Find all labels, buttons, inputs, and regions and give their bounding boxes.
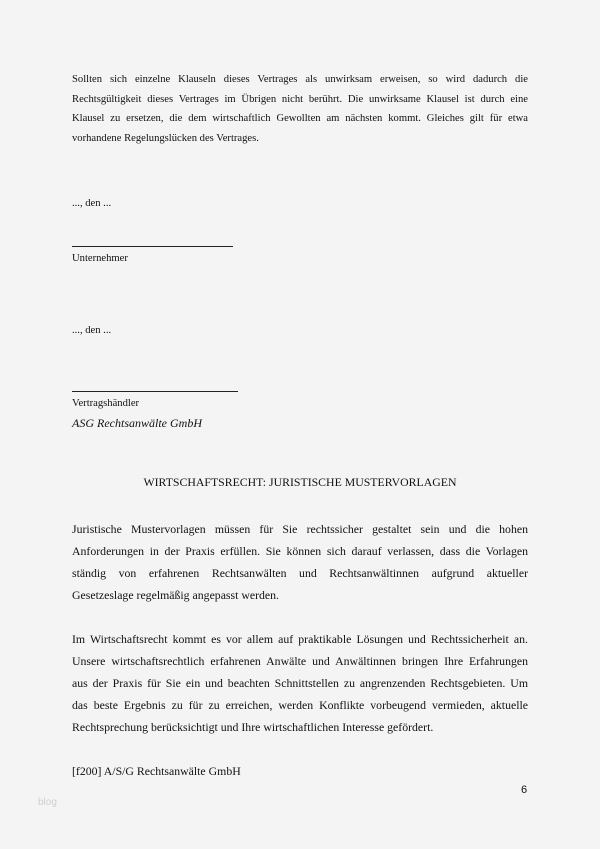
signature-line-1 — [72, 246, 233, 247]
text-line: Sollten sich einzelne Klauseln dieses Vertrages als unwirksam erweisen, so wird dadurch die — [72, 74, 528, 85]
text-line: aus der Praxis für Sie ein und beachten Schnittstellen zu angrenzenden Rechtsgebieten. Um — [72, 676, 528, 690]
text-line: Im Wirtschaftsrecht kommt es vor allem auf praktikable Lösungen und Rechtssicherheit an. — [72, 632, 528, 646]
signature-line-2 — [72, 391, 238, 392]
text-line: Gesetzeslage regelmäßig angepasst werden. — [72, 588, 280, 602]
text-line: Rechtsprechung berücksichtigt und Ihre wirtschaftlichen Interesse gefördert. — [72, 720, 434, 734]
section-paragraph-1 — [72, 518, 528, 606]
footer-reference: [f200] A/S/G Rechtsanwälte GmbH — [72, 764, 241, 778]
place-date-1: ..., den ... — [72, 198, 112, 209]
page-number: 6 — [521, 784, 528, 796]
text-line: das beste Ergebnis zu für zu erreichen, werden Konflikte vorbeugend vermieden, aktuelle — [72, 698, 528, 712]
signature-company: ASG Rechtsanwälte GmbH — [72, 416, 202, 430]
text-line: ständig von erfahrenen Rechtsanwälten und Rechtsanwältinnen aufgrund aktueller — [72, 566, 528, 580]
section-heading: WIRTSCHAFTSRECHT: JURISTISCHE MUSTERVORLAGEN — [143, 475, 457, 489]
section-paragraph-2 — [72, 628, 528, 738]
text-line: vorhandene Regelungslücken des Vertrages. — [72, 132, 259, 144]
signature-role-2: Vertragshändler — [72, 398, 140, 409]
place-date-2: ..., den ... — [72, 325, 112, 336]
text-line: Klausel zu ersetzen, die dem wirtschaftlich Gewollten am nächsten kommt. Gleiches gilt für etwa — [72, 113, 528, 124]
watermark: blog — [38, 797, 57, 808]
text-line: Juristische Mustervorlagen müssen für Sie rechtssicher gestaltet sein und die hohen — [72, 522, 528, 536]
text-line: Rechtsgültigkeit dieses Vertrages im Übrigen nicht berührt. Die unwirksame Klausel ist durch eine — [72, 93, 528, 105]
signature-role-1: Unternehmer — [72, 253, 128, 264]
text-line: Unsere wirtschaftsrechtlich erfahrenen Anwälte und Anwältinnen bringen Ihre Erfahrungen — [72, 654, 528, 668]
clause-paragraph — [72, 70, 528, 148]
text-line: Anforderungen in der Praxis erfüllen. Sie können sich darauf verlassen, dass die Vorlagen — [72, 544, 528, 558]
